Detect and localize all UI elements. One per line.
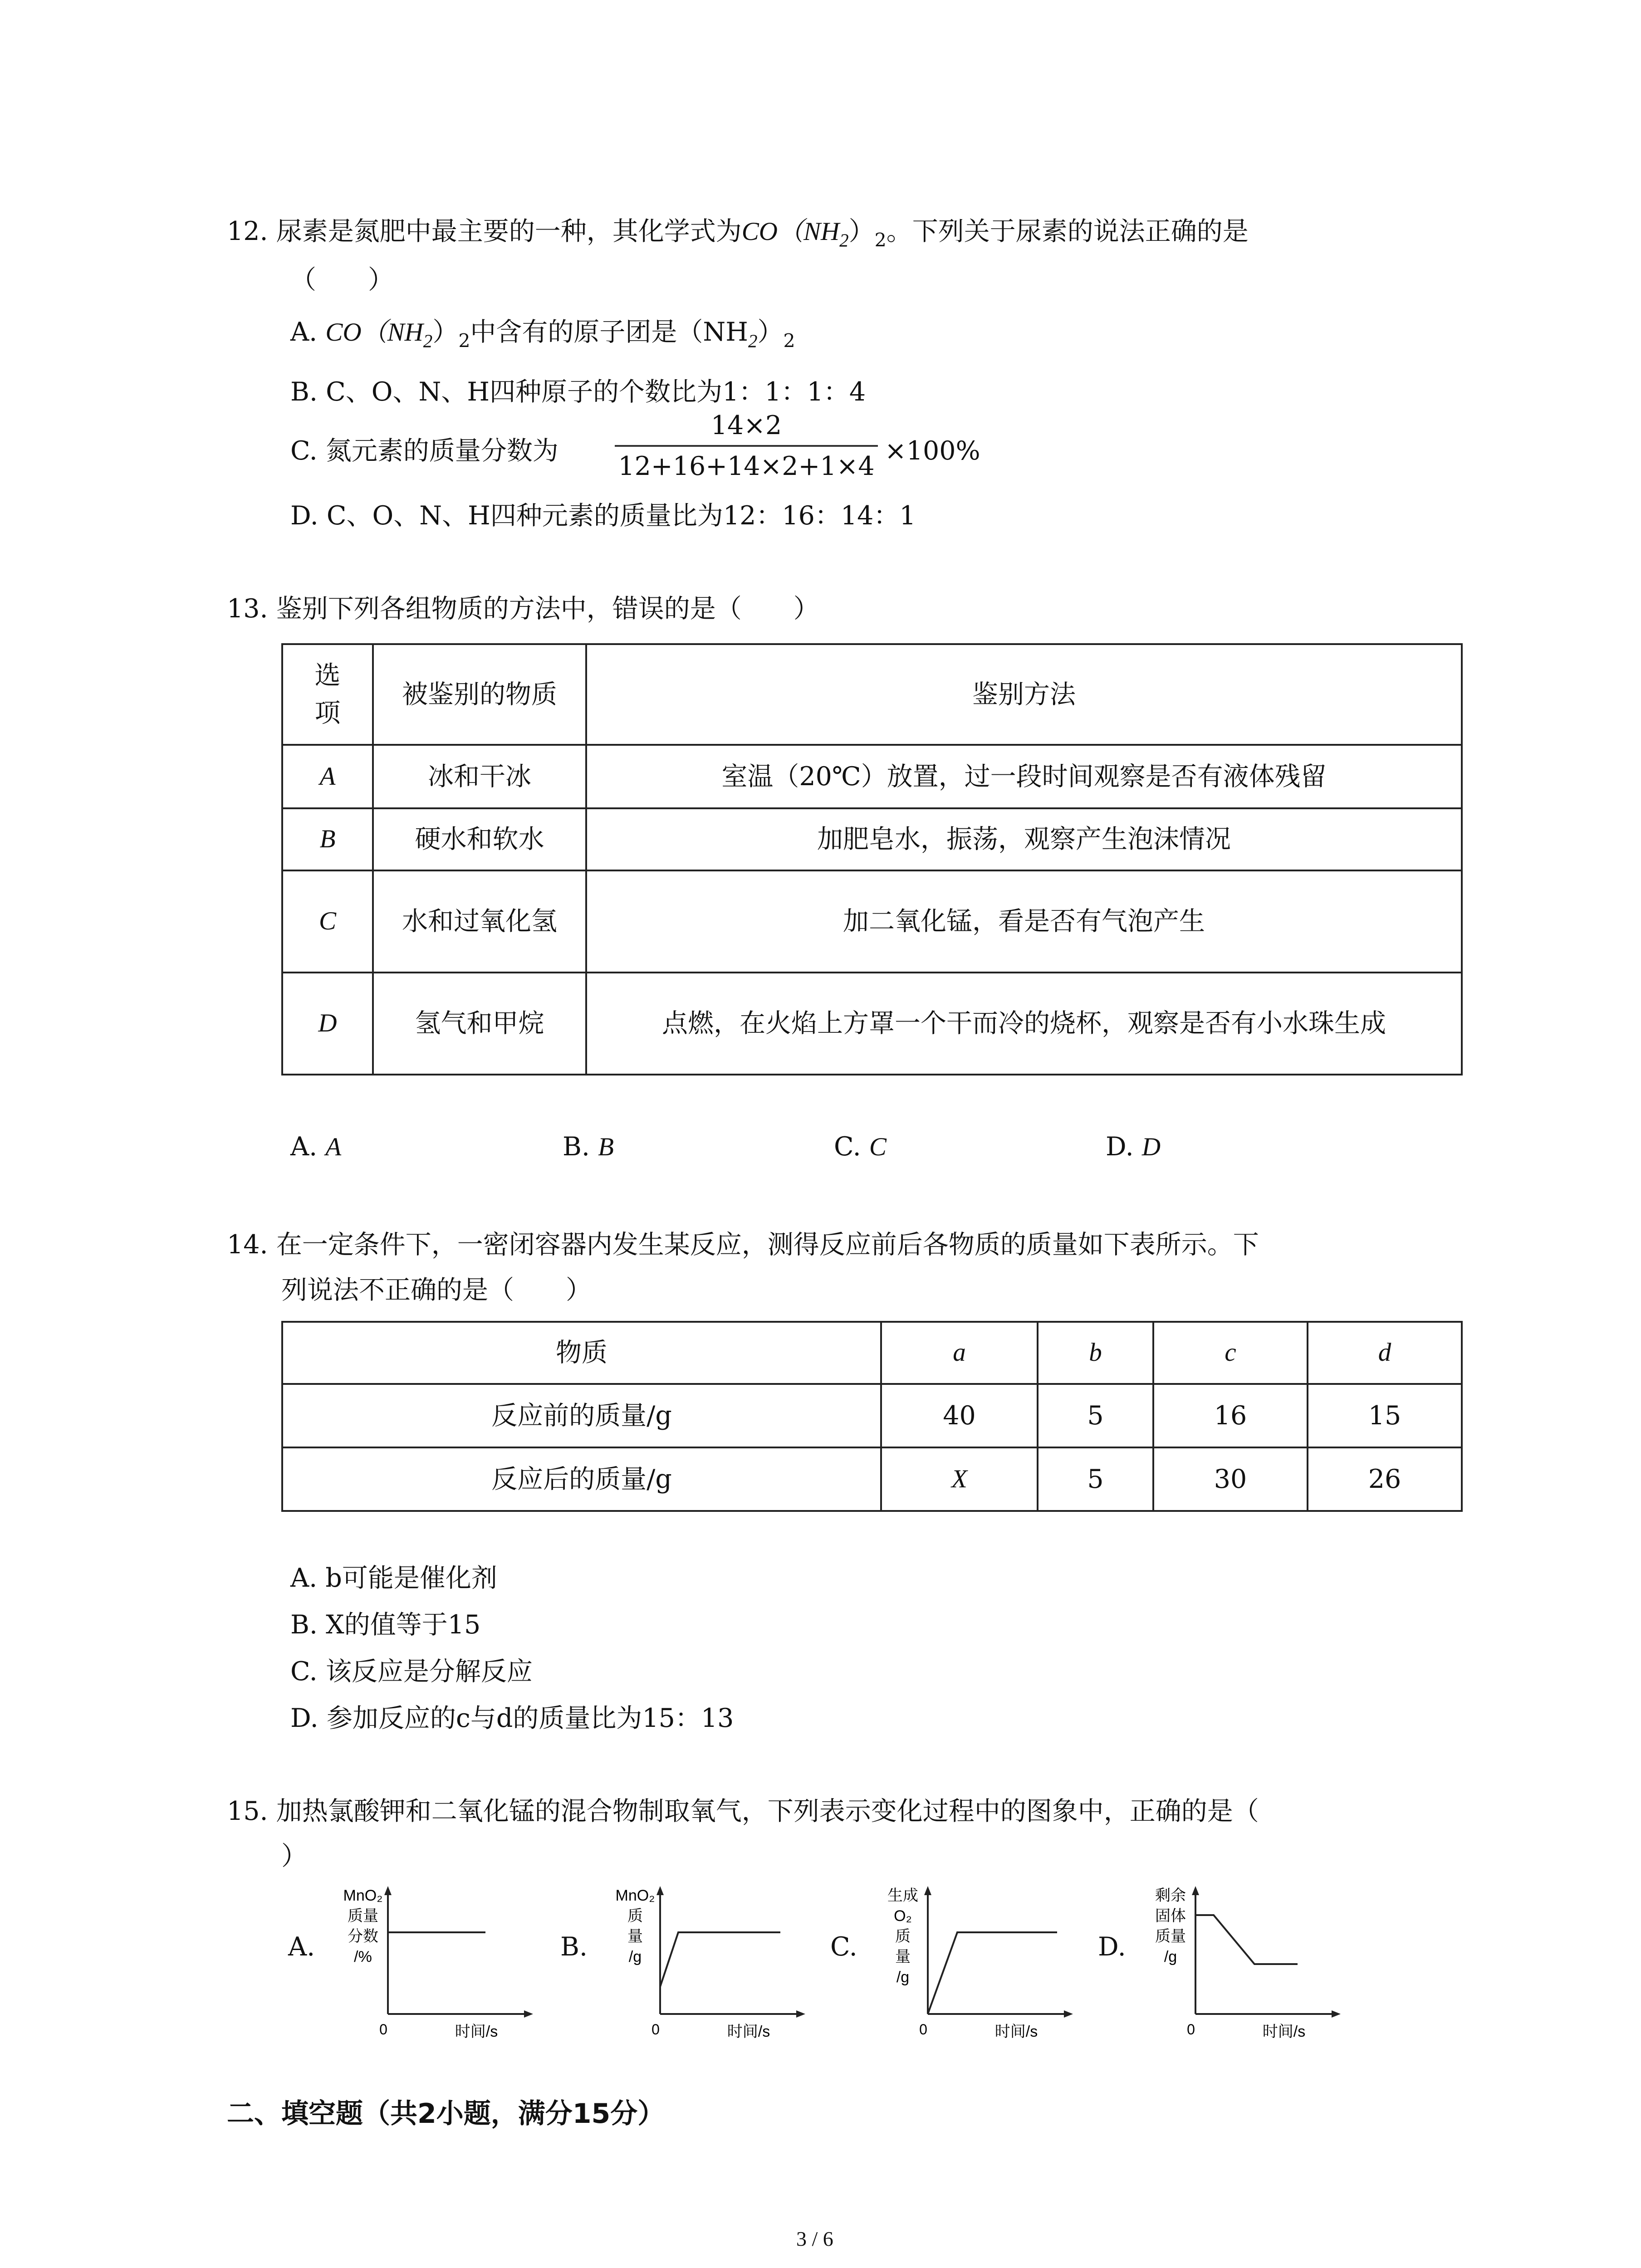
table-cell: 反应后的质量/g (282, 1447, 881, 1511)
table-cell: 室温（20℃）放置，过一段时间观察是否有液体残留 (586, 745, 1462, 808)
q15-option-c-label[interactable]: C. (830, 1932, 857, 1962)
q12-option-b-text: C、O、N、H四种原子的个数比为1：1：1：4 (326, 377, 866, 407)
graph-curve (660, 1932, 780, 1987)
table-cell: A (282, 745, 373, 808)
q13-option-c-label: C. (834, 1132, 861, 1162)
graph-curve (1195, 1915, 1298, 1964)
q13-table (281, 643, 1463, 1075)
q13-number: 13. (227, 594, 268, 624)
table-cell: 26 (1308, 1447, 1462, 1511)
table-row (282, 973, 1462, 1075)
q14-stem-line1 (227, 1230, 1259, 1260)
q12-number: 12. (227, 216, 268, 246)
table-header-cell: 被鉴别的物质 (373, 644, 586, 745)
table-header-cell: 物质 (282, 1322, 881, 1384)
table-header-row (282, 1322, 1462, 1384)
y-axis-label: 质 (627, 1907, 643, 1925)
table-row (282, 808, 1462, 870)
q13-option-c[interactable] (834, 1132, 887, 1162)
q15-graph-b (599, 1882, 817, 2040)
x-axis-label: 时间/s (1262, 2023, 1306, 2040)
q13-option-c-value: C (869, 1133, 887, 1161)
q15-graph-a (327, 1882, 544, 2040)
q15-stem-line2: ） (281, 1841, 307, 1871)
q13-option-a[interactable] (290, 1132, 341, 1162)
table-cell: 16 (1153, 1384, 1308, 1447)
table-row (282, 870, 1462, 973)
x-axis-label: 时间/s (727, 2023, 770, 2040)
q12-formula-close: ） (848, 216, 875, 246)
table-cell: 15 (1308, 1384, 1462, 1447)
q14-option-c[interactable] (290, 1657, 533, 1687)
y-axis-arrow (384, 1886, 392, 1895)
origin-label: 0 (919, 2021, 927, 2038)
q14-option-c-label: C. (290, 1657, 318, 1686)
origin-label: 0 (1187, 2021, 1195, 2038)
table-cell: 40 (881, 1384, 1038, 1447)
table-row (282, 745, 1462, 808)
q13-option-d[interactable] (1106, 1132, 1161, 1162)
q15-graph-d (1134, 1882, 1352, 2040)
q13-option-b[interactable] (563, 1132, 614, 1162)
q12-option-d-text: C、O、N、H四种元素的质量比为12：16：14：1 (326, 501, 916, 531)
y-axis-label: MnO₂ (343, 1887, 383, 1904)
q12-option-c[interactable] (290, 436, 558, 466)
table-cell: 加二氧化锰，看是否有气泡产生 (586, 870, 1462, 973)
q14-option-d-label: D. (290, 1703, 318, 1733)
table-cell: 5 (1038, 1447, 1153, 1511)
q12-option-a-label: A. (290, 317, 318, 347)
q13-option-d-label: D. (1106, 1132, 1134, 1162)
q12-stem (227, 217, 1249, 251)
y-axis-label: MnO₂ (615, 1887, 655, 1904)
q15-number: 15. (227, 1796, 268, 1826)
q12-option-c-fraction (615, 411, 878, 481)
q13-option-d-value: D (1141, 1133, 1161, 1161)
q12-stem-text-b: 。下列关于尿素的说法正确的是 (886, 216, 1249, 246)
y-axis-label: /g (896, 1969, 910, 1986)
origin-label: 0 (379, 2021, 387, 2038)
section-title: 二、填空题（共2小题，满分15分） (227, 2098, 665, 2130)
q15-option-d-label[interactable]: D. (1098, 1932, 1126, 1962)
table-cell: 点燃，在火焰上方罩一个干而冷的烧杯，观察是否有小水珠生成 (586, 973, 1462, 1075)
q14-option-a-text: b可能是催化剂 (325, 1563, 497, 1593)
table-cell: 硬水和软水 (373, 808, 586, 870)
table-header-cell: c (1153, 1322, 1308, 1384)
y-axis-label: 质量 (348, 1907, 378, 1925)
table-header-cell: 鉴别方法 (586, 644, 1462, 745)
q12-option-d[interactable] (290, 501, 916, 531)
x-axis-arrow (524, 2010, 533, 2018)
q15-graph-c (867, 1882, 1084, 2040)
x-axis-label: 时间/s (994, 2023, 1038, 2040)
y-axis-label: /g (1164, 1948, 1177, 1965)
table-cell: 氢气和甲烷 (373, 973, 586, 1075)
q14-option-b-label: B. (290, 1610, 318, 1640)
y-axis-label: 质 (895, 1928, 911, 1945)
q12-option-a-formula: CO（NH (325, 318, 423, 347)
y-axis-label: 固体 (1155, 1907, 1186, 1925)
table-cell: 冰和干冰 (373, 745, 586, 808)
table-header-cell: b (1038, 1322, 1153, 1384)
y-axis-label: 量 (895, 1948, 911, 1965)
q13-stem (227, 594, 819, 624)
page-number: 3 / 6 (796, 2227, 833, 2250)
q12-option-a-sub: 2 (423, 330, 433, 352)
x-axis-arrow (796, 2010, 805, 2018)
q12-option-d-label: D. (290, 501, 318, 531)
table-row (282, 1447, 1462, 1511)
table-header-cell: d (1308, 1322, 1462, 1384)
q13-option-b-label: B. (563, 1132, 590, 1162)
y-axis-label: /g (628, 1948, 642, 1965)
q14-option-b-text: X的值等于15 (326, 1610, 481, 1640)
q12-option-a-close: ） (432, 317, 459, 347)
y-axis-label: 分数 (348, 1928, 378, 1945)
q12-option-c-numerator: 14×2 (710, 411, 782, 440)
q12-option-c-label: C. (290, 436, 318, 466)
y-axis-label: 质量 (1155, 1928, 1186, 1945)
table-cell: 加肥皂水，振荡，观察产生泡沫情况 (586, 808, 1462, 870)
y-axis-label: 量 (627, 1928, 643, 1945)
table-header-row (282, 644, 1462, 745)
q15-stem-line1 (227, 1797, 1259, 1827)
origin-label: 0 (652, 2021, 660, 2038)
graph-c-svg (867, 1882, 1084, 2040)
q12-option-a-sub2: 2 (458, 330, 470, 352)
graph-b-svg (599, 1882, 817, 2040)
q12-option-a-close2: ） (757, 317, 784, 347)
x-axis-arrow (1332, 2010, 1341, 2018)
table-cell: B (282, 808, 373, 870)
y-axis-label: 剩余 (1155, 1887, 1186, 1904)
q14-option-a[interactable] (290, 1564, 497, 1593)
q12-formula: CO（NH (741, 217, 840, 246)
x-axis-label: 时间/s (455, 2023, 498, 2040)
table-cell: 30 (1153, 1447, 1308, 1511)
q15-option-a-label[interactable]: A. (288, 1932, 315, 1962)
graph-curve (928, 1932, 1057, 2014)
q12-option-c-post: ×100% (885, 436, 980, 466)
table-cell: 5 (1038, 1384, 1153, 1447)
q14-option-c-text: 该反应是分解反应 (325, 1657, 533, 1686)
q12-option-a[interactable] (290, 318, 795, 352)
y-axis-arrow (1192, 1886, 1199, 1895)
q14-number: 14. (227, 1230, 268, 1260)
y-axis-label: /% (354, 1948, 372, 1965)
q13-option-a-value: A (325, 1133, 342, 1161)
q12-stem-text: 尿素是氮肥中最主要的一种，其化学式为 (276, 216, 742, 246)
q14-option-d[interactable] (290, 1704, 734, 1734)
table-cell: 反应前的质量/g (282, 1384, 881, 1447)
q12-option-a-sub4: 2 (783, 330, 795, 352)
y-axis-arrow (924, 1886, 931, 1895)
graph-a-svg (327, 1882, 544, 2040)
q12-option-c-pre: 氮元素的质量分数为 (325, 436, 558, 466)
table-cell: D (282, 973, 373, 1075)
y-axis-arrow (656, 1886, 664, 1895)
q12-option-c-denominator: 12+16+14×2+1×4 (618, 451, 875, 481)
q15-stem-text: 加热氯酸钾和二氧化锰的混合物制取氧气，下列表示变化过程中的图象中，正确的是（ (276, 1796, 1259, 1826)
table-cell: 水和过氧化氢 (373, 870, 586, 973)
q12-formula-sub2: 2 (874, 229, 887, 251)
q14-table (281, 1321, 1463, 1512)
q15-option-b-label[interactable]: B. (560, 1932, 588, 1962)
q14-option-d-text: 参加反应的c与d的质量比为15：13 (326, 1703, 734, 1733)
q12-paren: （ ） (290, 265, 394, 295)
q14-stem-text: 在一定条件下，一密闭容器内发生某反应，测得反应前后各物质的质量如下表所示。下 (276, 1230, 1259, 1260)
table-header-cell: 选项 (282, 644, 373, 745)
graph-d-svg (1134, 1882, 1352, 2040)
table-header-cell: a (881, 1322, 1038, 1384)
y-axis-label: O₂ (894, 1907, 912, 1925)
q12-option-b[interactable] (290, 377, 866, 407)
x-axis-arrow (1064, 2010, 1073, 2018)
q14-stem-line2: 列说法不正确的是（ ） (281, 1275, 592, 1305)
q13-stem-text: 鉴别下列各组物质的方法中，错误的是（ ） (276, 594, 819, 624)
y-axis-label: 生成 (887, 1887, 918, 1904)
fraction-bar (615, 445, 878, 447)
table-row (282, 1384, 1462, 1447)
q13-option-a-label: A. (290, 1132, 318, 1162)
q12-formula-sub: 2 (839, 230, 849, 251)
q13-option-b-value: B (598, 1133, 614, 1161)
table-cell: C (282, 870, 373, 973)
q12-option-a-sub3: 2 (748, 330, 758, 352)
q12-option-a-mid: 中含有的原子团是（NH (470, 317, 749, 347)
q12-option-b-label: B. (290, 377, 318, 407)
q14-option-b[interactable] (290, 1610, 480, 1640)
q14-option-a-label: A. (290, 1563, 318, 1593)
table-cell: X (881, 1447, 1038, 1511)
